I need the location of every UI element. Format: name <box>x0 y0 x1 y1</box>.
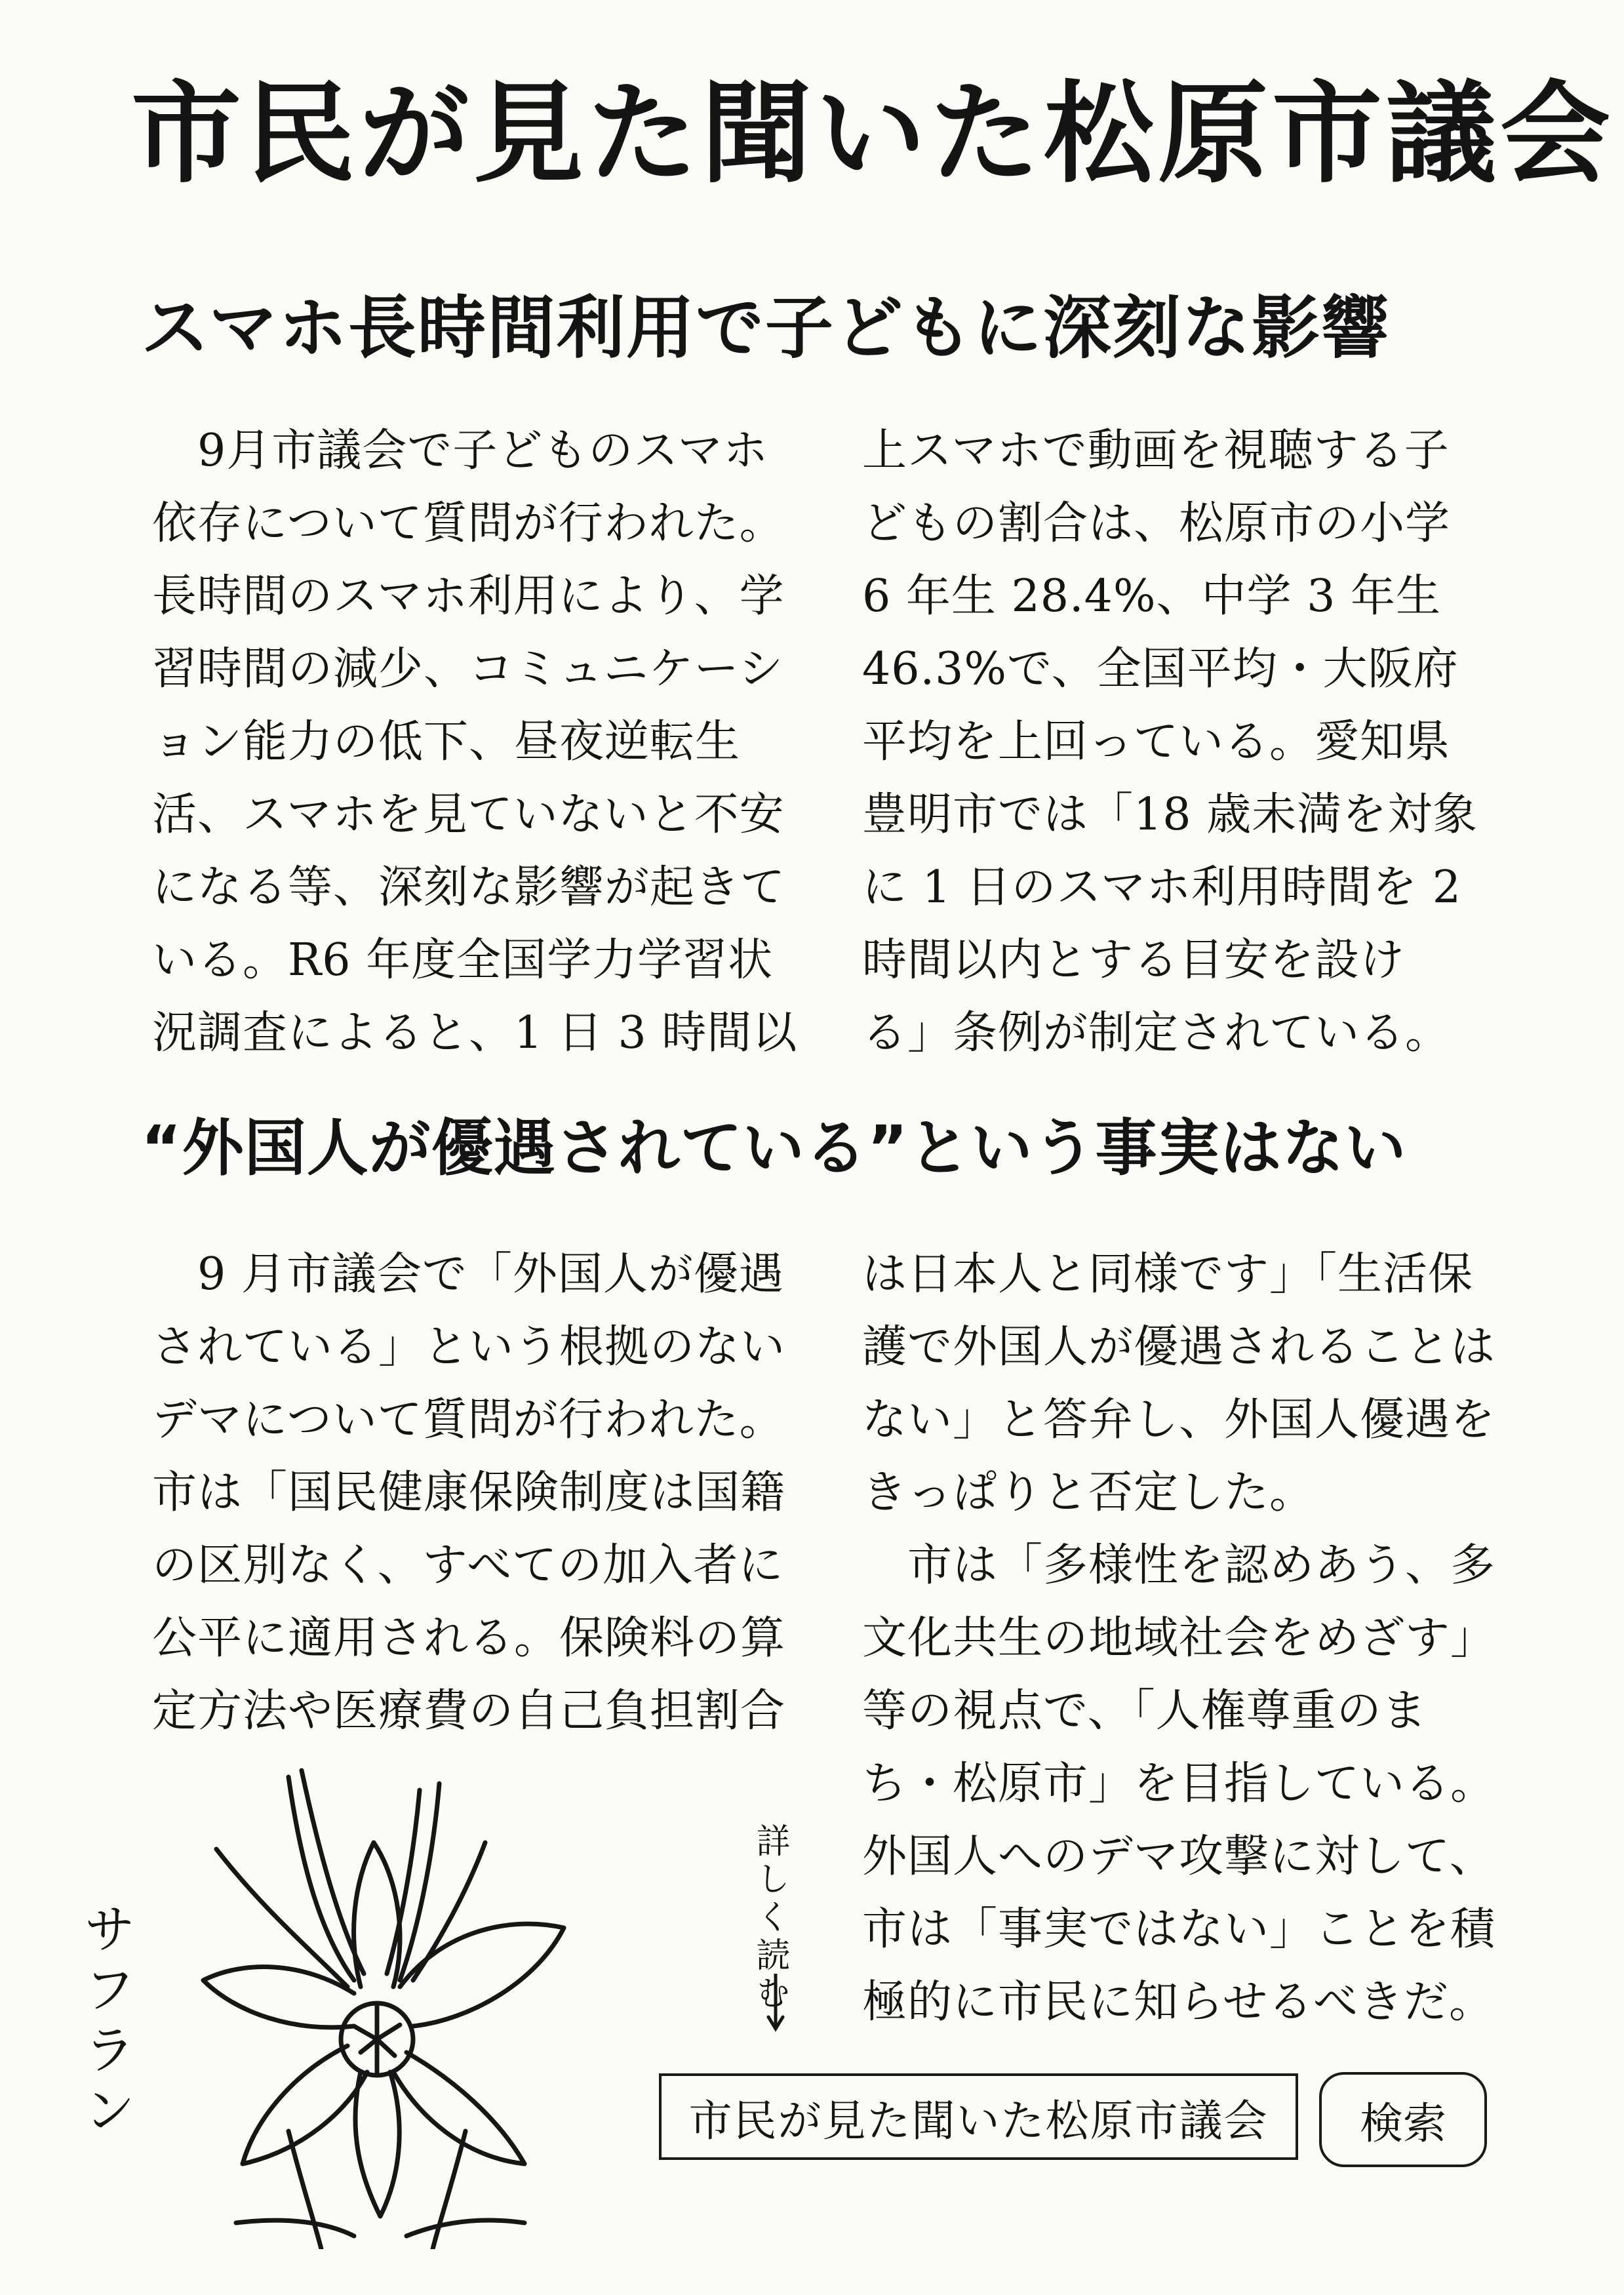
search-button[interactable]: 検索 <box>1319 2072 1487 2167</box>
page-title: 市民が見た聞いた松原市議会 <box>131 70 1614 198</box>
illustration-caption: サフラン <box>75 1902 136 2143</box>
saffron-flower-illustration <box>157 1764 643 2252</box>
article1-headline: スマホ長時間利用で子どもに深刻な影響 <box>141 288 1391 368</box>
article1-column-left: 9月市議会で子どものスマホ 依存について質問が行われた。 長時間のスマホ利用により、学 習時間の減少、コミュニケーシ ョン能力の低下、昼夜逆転生 活、スマホを見ていないと不安 になる等、深刻な影響が起きて いる。R6 年度全国学力学習状 況調査によると、1 日 3 時間以 <box>152 425 798 1059</box>
article2-headline: “外国人が優遇されている”という事実はない <box>141 1113 1407 1184</box>
article2-column-left: 9 月市議会で「外国人が優遇 されている」という根拠のない デマについて質問が行われた。 市は「国民健康保険制度は国籍 の区別なく、すべての加入者に 公平に適用される。保険料の算 定方法や医療費の自己負担割合 <box>152 1248 786 1737</box>
read-more-label: 詳しく読む <box>750 1823 789 2013</box>
article2-column-right: は日本人と同様です」「生活保 護で外国人が優遇されることは ない」と答弁し、外国人優遇を きっぱりと否定した。 市は「多様性を認めあう、多 文化共生の地域社会をめざす」 等の視点で、「人権尊重のま ち・松原市」を目指している。 外国人へのデマ攻撃に対して、 市は「事実ではない」ことを積 極的に市民に知らせるべきだ。 <box>862 1248 1496 2028</box>
search-input[interactable]: 市民が見た聞いた松原市議会 <box>659 2073 1298 2160</box>
article1-column-right: 上スマホで動画を視聴する子 どもの割合は、松原市の小学 6 年生 28.4%、中学 3 年生 46.3%で、全国平均・大阪府 平均を上回っている。愛知県 豊明市では「18 歳未満を対象 に 1 日のスマホ利用時間を 2 時間以内とする目安を設け る」条例が制定されている。 <box>862 425 1478 1059</box>
arrow-down-icon <box>766 1974 785 2035</box>
